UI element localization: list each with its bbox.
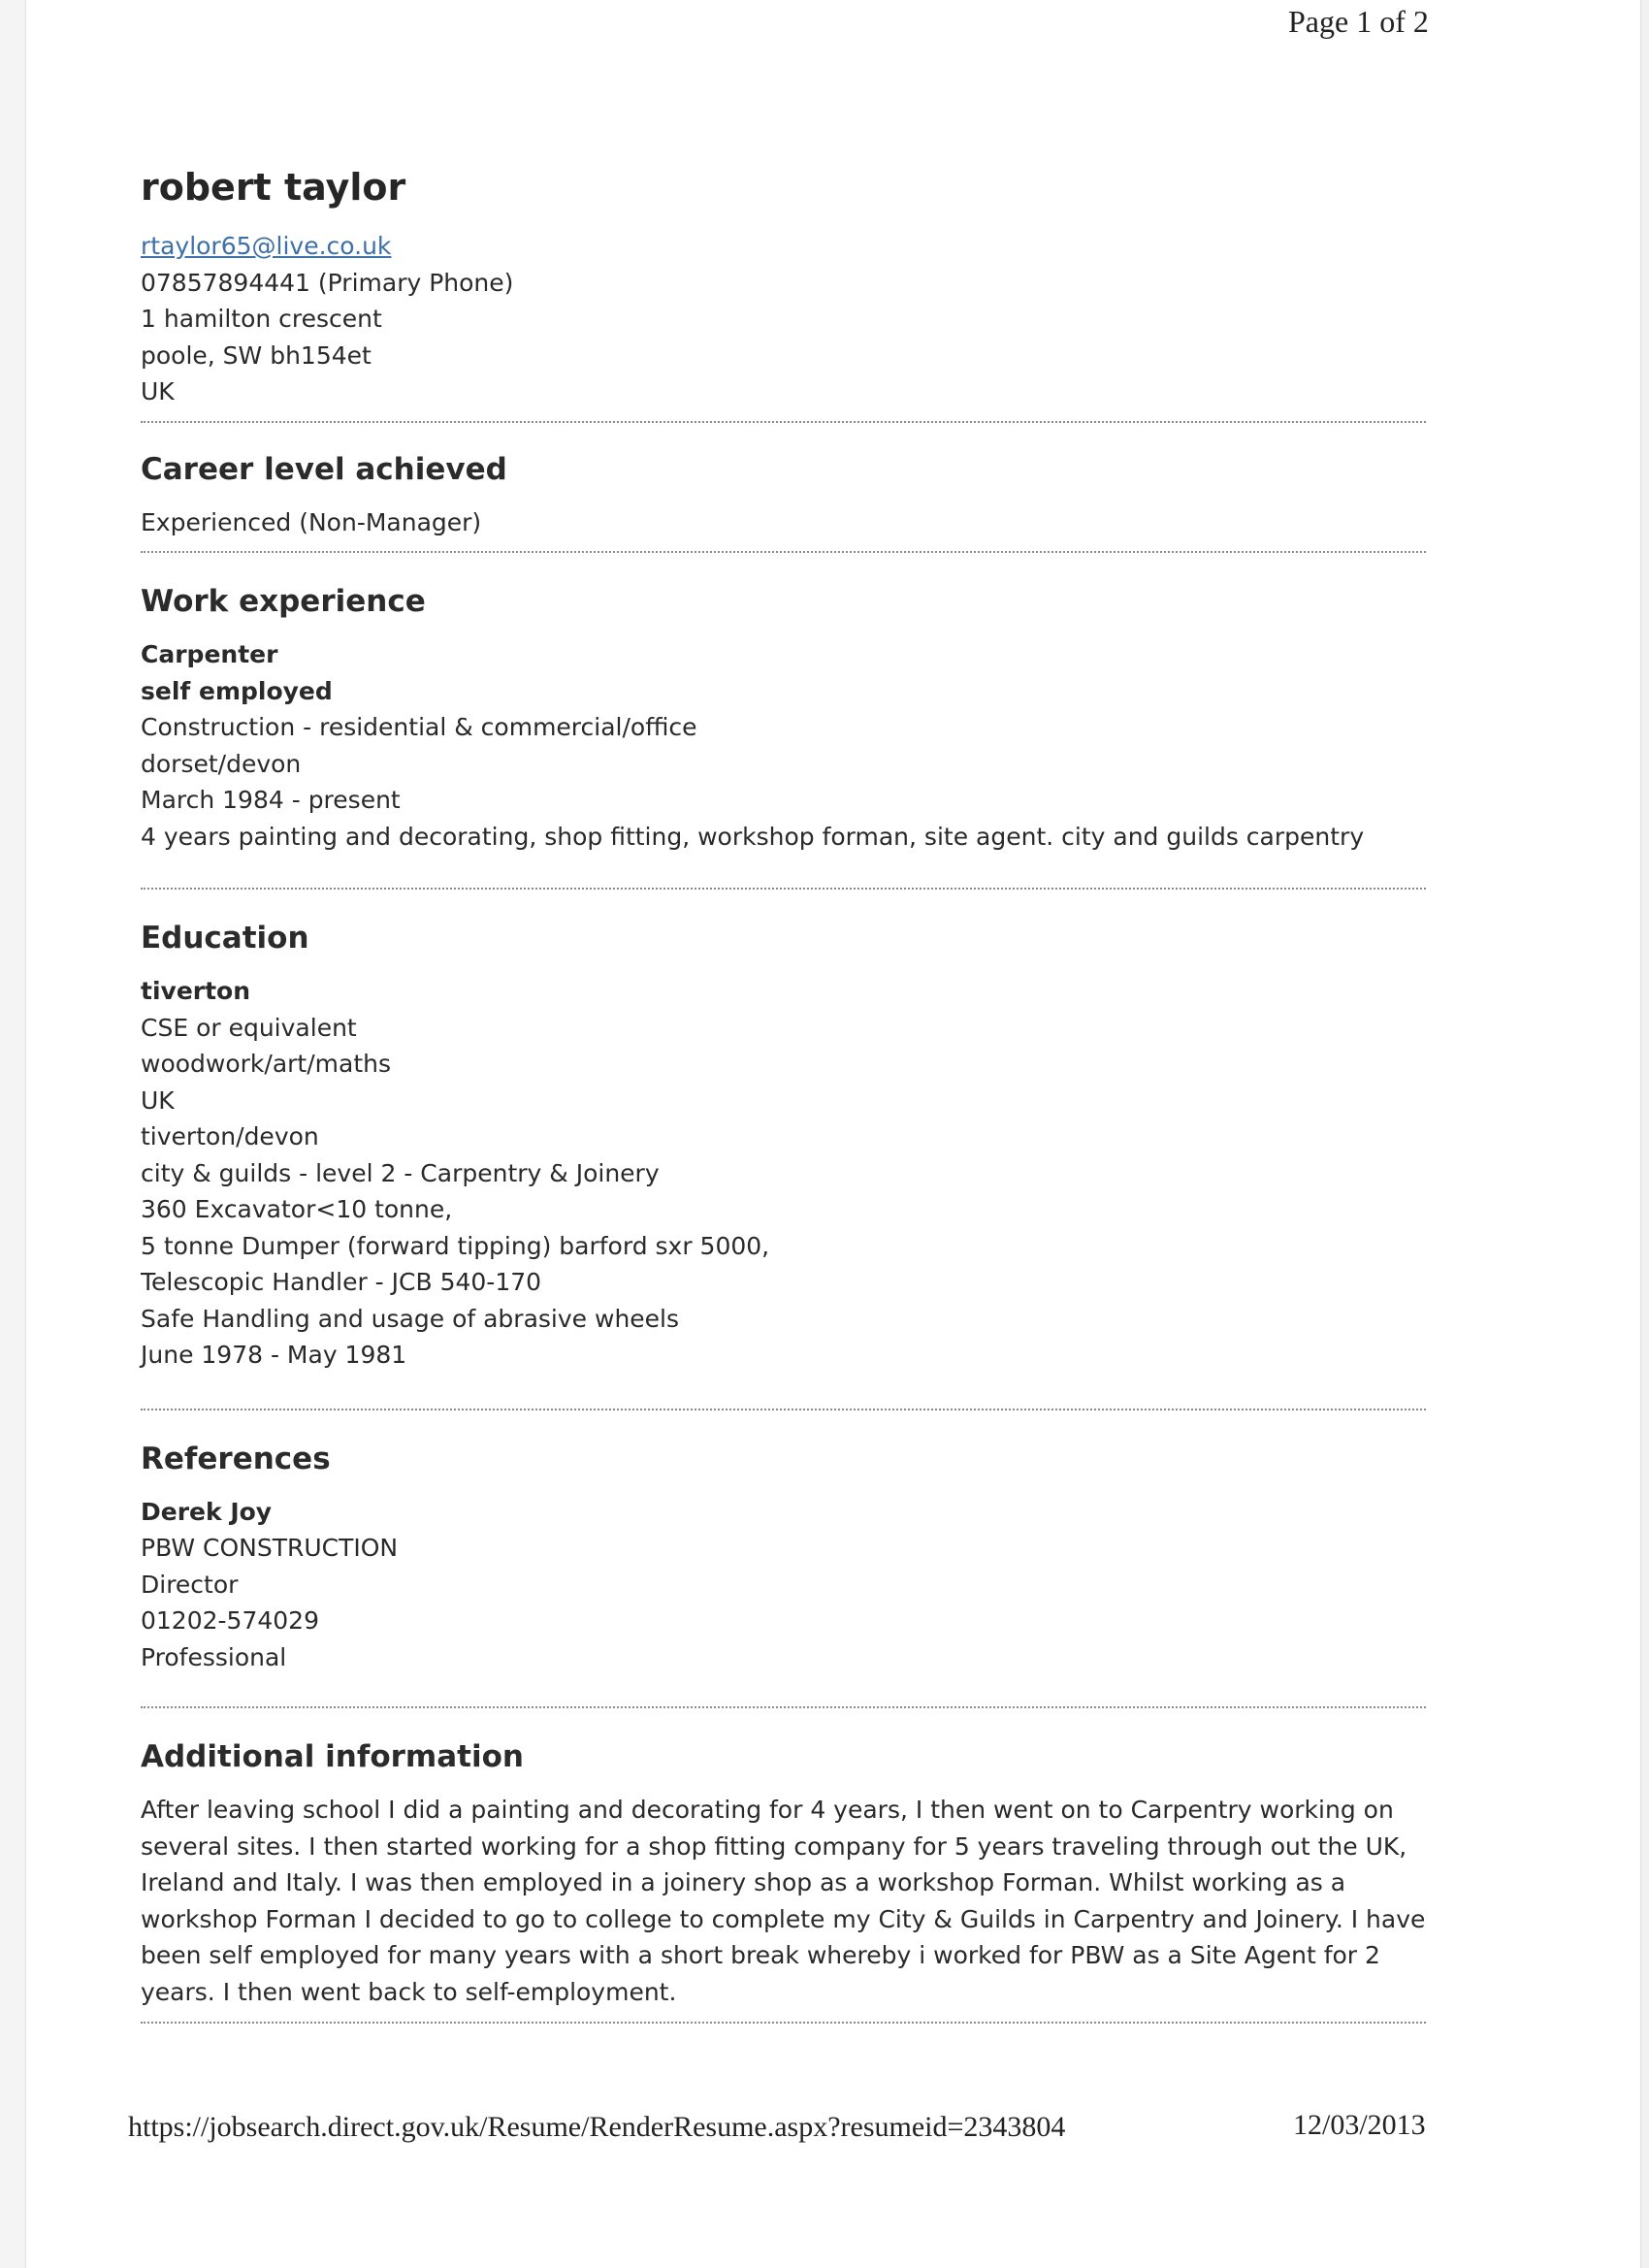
job-description: 4 years painting and decorating, shop fitting, workshop forman, site agent. city and guilds carpentry bbox=[141, 822, 1365, 851]
contact-section bbox=[141, 160, 1426, 410]
reference-line: Director bbox=[141, 1570, 239, 1599]
education-line: UK bbox=[141, 1085, 175, 1115]
address-line-1: 1 hamilton crescent bbox=[141, 305, 382, 333]
footer-url: https://jobsearch.direct.gov.uk/Resume/RenderResume.aspx?resumeid=2343804 bbox=[128, 2111, 1066, 2143]
reference-line: PBW CONSTRUCTION bbox=[141, 1534, 399, 1562]
job-title: Carpenter bbox=[141, 640, 278, 668]
employer: self employed bbox=[141, 676, 333, 705]
email-link[interactable]: rtaylor65@live.co.uk bbox=[141, 232, 392, 260]
candidate-name: robert taylor bbox=[141, 166, 406, 209]
industry: Construction - residential & commercial/office bbox=[141, 713, 697, 741]
address-line-2: poole, SW bh154et bbox=[141, 340, 372, 370]
career-section bbox=[141, 448, 1426, 541]
additional-section bbox=[141, 1735, 1426, 2010]
footer-date: 12/03/2013 bbox=[1293, 2109, 1426, 2141]
education-line: 5 tonne Dumper (forward tipping) barford sxr 5000, bbox=[141, 1231, 770, 1260]
references-section bbox=[141, 1438, 1426, 1676]
reference-line: 01202-574029 bbox=[141, 1606, 319, 1635]
section-divider bbox=[141, 2022, 1426, 2024]
page-number: Page 1 of 2 bbox=[1288, 4, 1429, 39]
job-dates: March 1984 - present bbox=[141, 786, 401, 814]
education-line: June 1978 - May 1981 bbox=[141, 1341, 407, 1369]
additional-text: After leaving school I did a painting and decorating for 4 years, I then went on to Carpentry working on several sites. I then started working for a shop fitting company for 5 years traveling through out the UK, Ireland and Italy. I was then employed in a joinery shop as a workshop Forman. Whilst working as a workshop Forman I decided to go to college to complete my City & Guilds in Carpentry and Joinery. I have been self employed for many years with a short break whereby i worked for PBW as a Site Agent for 2 years. I then went back to self-employment. bbox=[141, 1796, 1426, 2006]
job-location: dorset/devon bbox=[141, 749, 302, 778]
education-line: Safe Handling and usage of abrasive wheels bbox=[141, 1304, 680, 1333]
career-level: Experienced (Non-Manager) bbox=[141, 507, 482, 536]
education-heading: Education bbox=[141, 921, 309, 956]
reference-name: Derek Joy bbox=[141, 1497, 273, 1526]
career-heading: Career level achieved bbox=[141, 451, 507, 487]
education-line: Telescopic Handler - JCB 540-170 bbox=[141, 1268, 542, 1296]
additional-heading: Additional information bbox=[141, 1739, 524, 1774]
education-section bbox=[141, 917, 1426, 1374]
work-section bbox=[141, 580, 1426, 855]
phone: 07857894441 (Primary Phone) bbox=[141, 268, 514, 297]
education-line: city & guilds - level 2 - Carpentry & Joinery bbox=[141, 1158, 660, 1187]
country: UK bbox=[141, 377, 175, 405]
education-line: CSE or equivalent bbox=[141, 1013, 357, 1042]
references-heading: References bbox=[141, 1441, 331, 1476]
resume-content bbox=[141, 160, 1426, 2024]
scan-page-edge-right bbox=[1640, 0, 1649, 2268]
scan-page-edge-left bbox=[0, 0, 26, 2268]
work-heading: Work experience bbox=[141, 584, 426, 619]
education-line: 360 Excavator<10 tonne, bbox=[141, 1195, 453, 1223]
education-line: woodwork/art/maths bbox=[141, 1050, 391, 1078]
reference-line: Professional bbox=[141, 1642, 287, 1671]
school-name: tiverton bbox=[141, 977, 251, 1005]
education-line: tiverton/devon bbox=[141, 1122, 319, 1150]
